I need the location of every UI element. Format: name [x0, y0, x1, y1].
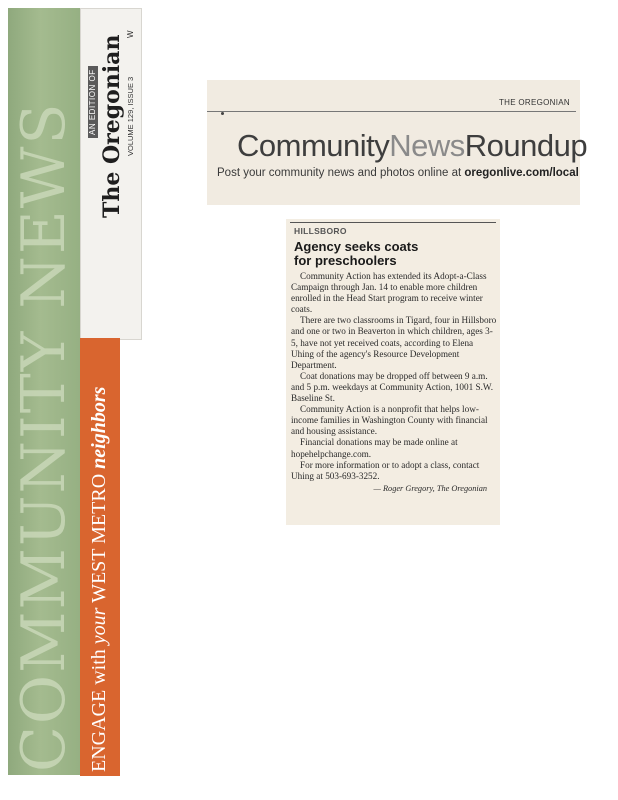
title-community: Community [237, 128, 390, 163]
roundup-header [207, 80, 588, 205]
section-title [237, 128, 587, 164]
article-dateline: HILLSBORO [294, 226, 347, 236]
paper-name: THE OREGONIAN [498, 98, 570, 107]
community-news-banner [8, 8, 140, 783]
volume-issue: VOLUME 129, ISSUE 3 [126, 76, 135, 156]
speck [221, 112, 224, 115]
section-tagline [217, 167, 579, 179]
paragraph: For more information or to adopt a class, contact Uhing at 503-693-3252. [291, 459, 480, 481]
article-clipping [286, 219, 500, 525]
engage-your: your [88, 607, 110, 645]
headline-line-1: Agency seeks coats [294, 239, 419, 254]
header-rule [207, 111, 576, 112]
title-news: News [389, 128, 465, 163]
tagline-url: oregonlive.com/local [464, 167, 579, 179]
paragraph: Community Action is a nonprofit that helps low-income families in Washington County with financial and housing assistance. [291, 404, 488, 437]
paragraph: Community Action has extended its Adopt-a-Class Campaign through Jan. 14 to enable more children enrolled in the Head Start program to receive winter coats. [291, 271, 487, 315]
article-byline: — Roger Gregory, The Oregonian [373, 483, 487, 493]
engage-region: WEST METRO [88, 468, 110, 608]
paragraph: Financial donations may be made online at hopehelpchange.com. [291, 437, 458, 459]
article-headline [294, 240, 494, 267]
community-news-title: COMMUNITY NEWS [9, 101, 79, 772]
paragraph: Coat donations may be dropped off between 9 a.m. and 5 p.m. weekdays at Community Action, 1001 S.W. Baseline St. [291, 370, 494, 404]
engage-neighbors: neighbors [88, 386, 110, 469]
edition-label: AN EDITION OF [88, 66, 98, 138]
engage-prefix: ENGAGE with [88, 644, 110, 772]
article-body [291, 271, 497, 494]
engage-slogan [84, 387, 114, 772]
tagline-text: Post your community news and photos online at [217, 167, 465, 179]
headline-line-2: for preschoolers [294, 252, 397, 268]
title-roundup: Roundup [464, 128, 588, 163]
edge-letter: W [126, 30, 135, 38]
paragraph: There are two classrooms in Tigard, four in Hillsboro and one or two in Beaverton in which children, ages 3-5, have not yet received coats, according to Elena Uhing of the agency's Resource Development Department. [291, 315, 497, 370]
article-rule [290, 222, 496, 223]
oregonian-logo: The Oregonian [99, 34, 125, 218]
